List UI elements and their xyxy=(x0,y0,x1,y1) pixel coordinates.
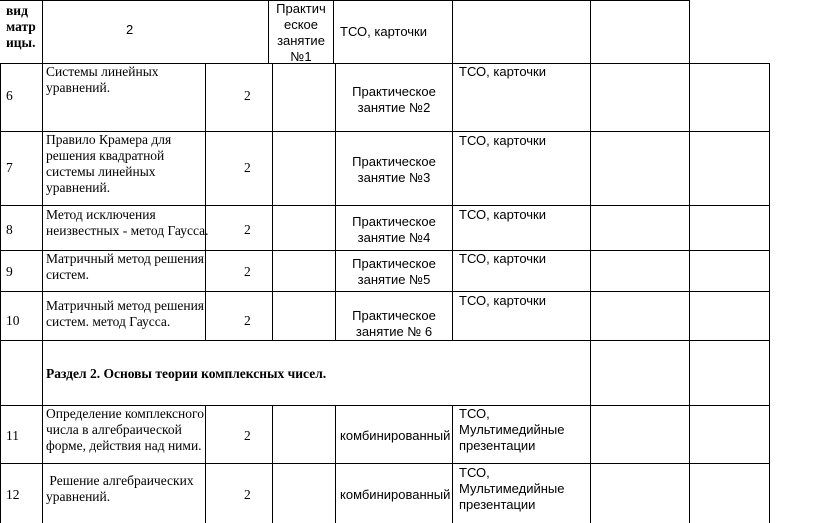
text-line: презентации xyxy=(459,438,536,453)
row-topic xyxy=(46,64,159,96)
row-topic xyxy=(46,298,204,330)
row-means: ТСО, карточки xyxy=(459,251,547,266)
text-line: занятие № 6 xyxy=(355,324,433,339)
text-line: Мультимедийные xyxy=(459,481,565,496)
text-line: Определение комплексного xyxy=(46,406,204,421)
row-number: 8 xyxy=(6,222,13,237)
row-means: ТСО, карточки xyxy=(459,64,547,79)
row-number: 12 xyxy=(6,487,20,502)
row-hours: 2 xyxy=(244,88,251,103)
row-means: ТСО, карточки xyxy=(459,293,547,308)
row-type xyxy=(336,154,452,186)
text-line: решения квадратной xyxy=(46,148,165,163)
text-line: вид xyxy=(6,3,28,18)
row-hours: 2 xyxy=(244,160,251,175)
text-line: Матричный метод решения xyxy=(46,298,205,313)
row-topic xyxy=(46,406,204,454)
row-number: 7 xyxy=(6,160,13,175)
text-line: Практическое xyxy=(352,154,436,169)
text-line: ТСО, xyxy=(459,406,490,421)
row-type xyxy=(336,308,452,340)
row-topic xyxy=(46,473,194,505)
row-type xyxy=(336,256,452,288)
text-line: занятие №5 xyxy=(357,272,431,287)
row-hours: 2 xyxy=(244,428,251,443)
text-line: Практическое xyxy=(352,214,436,229)
text-line: занятие №2 xyxy=(357,100,431,115)
row-hours: 2 xyxy=(244,313,251,328)
row-type: комбинированный xyxy=(340,428,451,443)
cell-top-type xyxy=(270,1,332,65)
text-line: уравнений. xyxy=(46,80,111,95)
text-line: Практическое xyxy=(352,308,436,323)
text-line: занятие №3 xyxy=(357,170,431,185)
text-line: Мультимедийные xyxy=(459,422,565,437)
text-line: Матричный метод решения xyxy=(46,251,205,266)
row-means xyxy=(459,406,565,454)
text-line: систем. метод Гаусса. xyxy=(46,314,171,329)
text-line: №1 xyxy=(290,49,312,64)
row-hours: 2 xyxy=(244,264,251,279)
text-line: Метод исключения xyxy=(46,207,156,222)
row-type: комбинированный xyxy=(340,487,451,502)
row-hours: 2 xyxy=(244,222,251,237)
text-line: занятие xyxy=(277,33,325,48)
text-line: Практическое xyxy=(352,256,436,271)
row-means: ТСО, карточки xyxy=(459,133,547,148)
row-means: ТСО, карточки xyxy=(459,207,547,222)
row-type xyxy=(336,214,452,246)
cell-top-hours: 2 xyxy=(126,22,134,37)
text-line: числа в алгебраической xyxy=(46,422,182,437)
text-line: Практич xyxy=(276,1,326,16)
text-line: матр xyxy=(6,19,36,34)
text-line: ицы. xyxy=(6,35,36,50)
row-number: 6 xyxy=(6,88,13,103)
section-heading: Раздел 2. Основы теории комплексных чисел. xyxy=(46,366,327,381)
text-line: неизвестных - метод Гаусса. xyxy=(46,223,209,238)
text-line: уравнений. xyxy=(46,489,111,504)
text-line: Практическое xyxy=(352,84,436,99)
text-line: форме, действия над ними. xyxy=(46,438,202,453)
row-hours: 2 xyxy=(244,487,251,502)
row-number: 10 xyxy=(6,313,20,328)
text-line: уравнений. xyxy=(46,180,111,195)
text-line: Решение алгебраических xyxy=(46,473,194,488)
text-line: еское xyxy=(283,17,319,32)
text-line: занятие №4 xyxy=(357,230,431,245)
text-line: системы линейных xyxy=(46,164,156,179)
text-line: Системы линейных xyxy=(46,64,159,79)
row-type xyxy=(336,84,452,116)
row-means xyxy=(459,465,565,513)
row-topic xyxy=(46,251,204,283)
row-topic xyxy=(46,132,171,196)
text-line: ТСО, xyxy=(459,465,490,480)
row-number: 9 xyxy=(6,264,13,279)
text-line: презентации xyxy=(459,497,536,512)
cell-top-means: ТСО, карточки xyxy=(340,24,428,39)
cell-top-label xyxy=(6,3,36,51)
row-topic xyxy=(46,207,208,239)
text-line: систем. xyxy=(46,267,90,282)
text-line: Правило Крамера для xyxy=(46,132,172,147)
row-number: 11 xyxy=(6,428,19,443)
